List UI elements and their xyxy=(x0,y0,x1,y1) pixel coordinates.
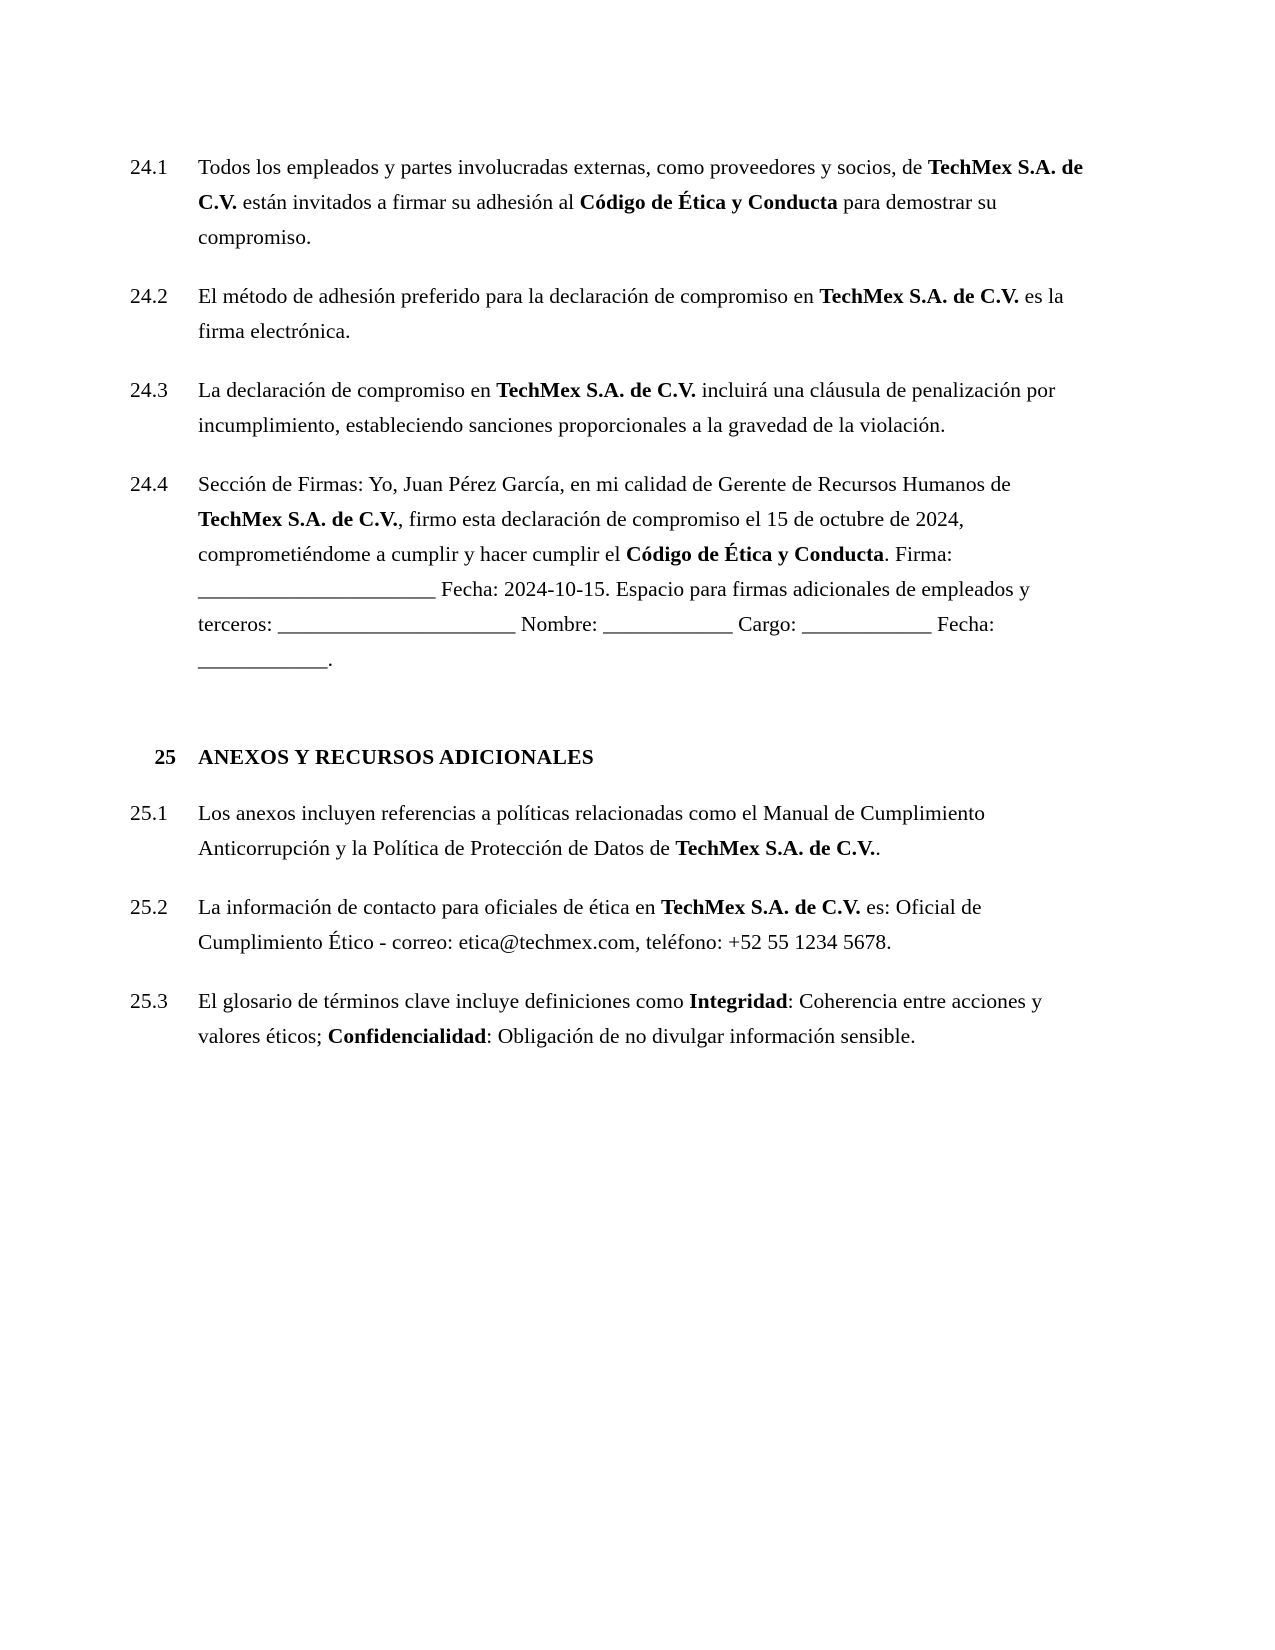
body-text: El glosario de términos clave incluye definiciones como xyxy=(198,989,690,1013)
emphasis-text: Código de Ética y Conducta xyxy=(579,190,838,214)
clause-number: 25.3 xyxy=(130,989,169,1013)
clause-text xyxy=(198,150,1085,255)
clause-25.1 xyxy=(130,796,1085,866)
body-text: La información de contacto para oficiales de ética en xyxy=(198,895,661,919)
clause-24.1 xyxy=(130,150,1085,255)
clause-number: 24.3 xyxy=(130,378,169,402)
emphasis-text: Integridad xyxy=(689,989,788,1013)
clause-list-24 xyxy=(130,150,1085,677)
body-text: . xyxy=(875,836,881,860)
emphasis-text: Código de Ética y Conducta xyxy=(625,542,885,566)
body-text: , firmo esta declaración de compromiso el 15 de octubre de 2024, comprometiéndome a cumplir y hacer cumplir el xyxy=(198,507,965,566)
body-text: : Obligación de no divulgar información sensible. xyxy=(486,1024,916,1048)
body-text: : Coherencia entre acciones y valores éticos; xyxy=(198,989,1043,1048)
clause-text xyxy=(198,984,1085,1054)
clause-text xyxy=(198,373,1085,443)
emphasis-text: TechMex S.A. de C.V. xyxy=(198,155,1084,214)
body-text: para demostrar su compromiso. xyxy=(198,190,997,249)
clause-number: 25.1 xyxy=(130,801,169,825)
emphasis-text: TechMex S.A. de C.V. xyxy=(496,378,697,402)
clause-25.3 xyxy=(130,984,1085,1054)
body-text: La declaración de compromiso en xyxy=(198,378,497,402)
body-text: es la firma electrónica. xyxy=(198,284,1064,343)
section-heading-25 xyxy=(130,701,1085,774)
clause-number: 24.2 xyxy=(130,284,169,308)
section-heading-title: ANEXOS Y RECURSOS ADICIONALES xyxy=(198,745,594,769)
clause-24.3 xyxy=(130,373,1085,443)
clause-24.4 xyxy=(130,467,1085,677)
clause-number: 24.1 xyxy=(130,155,169,179)
clause-text xyxy=(198,890,1085,960)
emphasis-text: Confidencialidad xyxy=(327,1024,487,1048)
emphasis-text: TechMex S.A. de C.V. xyxy=(819,284,1020,308)
body-text: Los anexos incluyen referencias a políticas relacionadas como el Manual de Cumplimiento Anticorrupción y la Política de Protección de Datos de xyxy=(198,801,986,860)
section-heading-number: 25 xyxy=(154,745,176,769)
body-text: El método de adhesión preferido para la declaración de compromiso en xyxy=(198,284,820,308)
clause-text xyxy=(198,796,1085,866)
body-text: Sección de Firmas: Yo, Juan Pérez García, en mi calidad de Gerente de Recursos Humanos de xyxy=(198,472,1011,496)
document-body xyxy=(130,150,1085,1054)
clause-text xyxy=(198,279,1085,349)
clause-number: 24.4 xyxy=(130,472,169,496)
body-text: es: Oficial de Cumplimiento Ético - correo: etica@techmex.com, teléfono: +52 55 1234 5678. xyxy=(198,895,982,954)
body-text: Todos los empleados y partes involucradas externas, como proveedores y socios, de xyxy=(198,155,928,179)
body-text: están invitados a firmar su adhesión al xyxy=(237,190,580,214)
body-text: incluirá una cláusula de penalización por incumplimiento, estableciendo sanciones proporcionales a la gravedad de la violación. xyxy=(198,378,1056,437)
clause-25.2 xyxy=(130,890,1085,960)
clause-number: 25.2 xyxy=(130,895,169,919)
clause-text xyxy=(198,467,1085,677)
emphasis-text: TechMex S.A. de C.V. xyxy=(675,836,876,860)
clause-24.2 xyxy=(130,279,1085,349)
clause-list-25 xyxy=(130,796,1085,1054)
body-text: . Firma: ______________________ Fecha: 2024-10-15. Espacio para firmas adicionales de empleados y terceros: ______________________ Nombre: ____________ Cargo: ____________ Fecha: ____________. xyxy=(198,542,1030,671)
emphasis-text: TechMex S.A. de C.V. xyxy=(198,507,398,531)
emphasis-text: TechMex S.A. de C.V. xyxy=(660,895,861,919)
